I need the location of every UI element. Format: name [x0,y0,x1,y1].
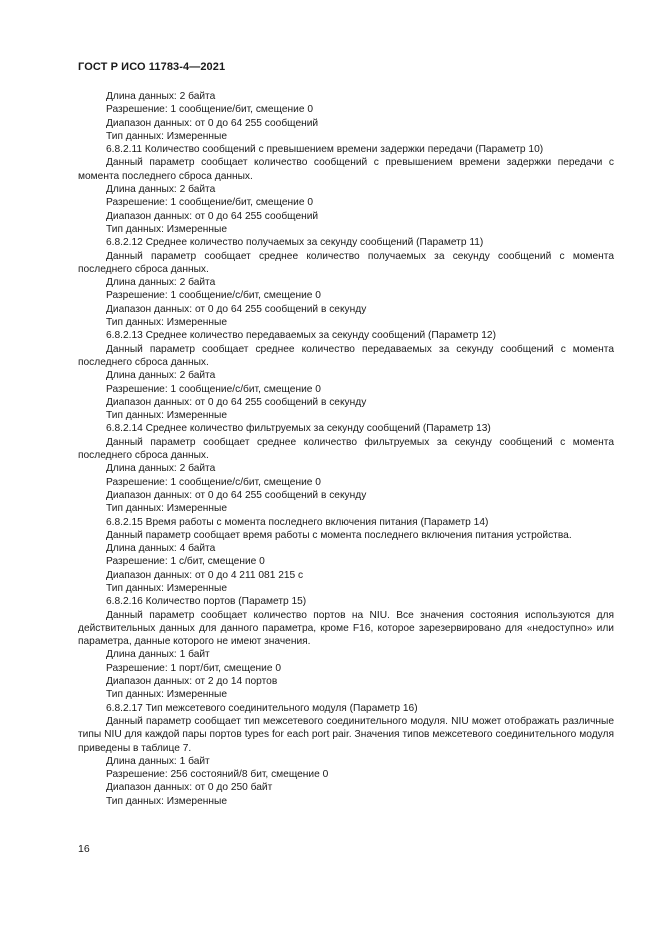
section-heading: 6.8.2.16 Количество портов (Параметр 15) [106,596,307,608]
body-line: Диапазон данных: от 0 до 250 байт [106,782,273,794]
body-paragraph: Данный параметр сообщает количество портов на NIU. Все значения состояния используются для действительных данных для данного параметра, кроме F16, которое зарезервировано для «недоступно» или параметра, данные которого не имеют значения. [78,609,614,648]
body-paragraph: Данный параметр сообщает среднее количество получаемых за секунду сообщений с момента последнего сброса данных. [78,250,614,275]
body-paragraph: Данный параметр сообщает количество сообщений с превышением времени задержки передачи с момента последнего сброса данных. [78,157,614,182]
body-line: Разрешение: 1 с/бит, смещение 0 [106,556,265,568]
body-line: Диапазон данных: от 0 до 64 255 сообщений в секунду [106,489,367,501]
section-heading: 6.8.2.12 Среднее количество получаемых за секунду сообщений (Параметр 11) [106,237,484,249]
body-line: Разрешение: 1 сообщение/с/бит, смещение 0 [106,476,321,488]
body-line: Разрешение: 1 сообщение/бит, смещение 0 [106,104,314,116]
body-line: Длина данных: 2 байта [106,184,216,196]
body-line: Длина данных: 1 байт [106,649,210,661]
section-heading: 6.8.2.11 Количество сообщений с превышением времени задержки передачи (Параметр 10) [106,144,544,156]
body-line: Длина данных: 1 байт [106,755,210,767]
body-line: Длина данных: 2 байта [106,370,216,382]
body-line: Тип данных: Измеренные [106,130,227,142]
body-line: Длина данных: 2 байта [106,277,216,289]
body-line: Разрешение: 1 сообщение/с/бит, смещение 0 [106,290,321,302]
body-line: Диапазон данных: от 0 до 64 255 сообщений в секунду [106,303,367,315]
body-paragraph: Данный параметр сообщает среднее количество передаваемых за секунду сообщений с момента последнего сброса данных. [78,343,614,368]
body-line: Диапазон данных: от 0 до 64 255 сообщений в секунду [106,396,367,408]
body-line: Диапазон данных: от 0 до 64 255 сообщений [106,210,319,222]
section-heading: 6.8.2.15 Время работы с момента последнего включения питания (Параметр 14) [106,516,489,528]
body-line: Тип данных: Измеренные [106,689,227,701]
body-line: Разрешение: 256 состояний/8 бит, смещение 0 [106,769,329,781]
body-line: Длина данных: 4 байта [106,543,216,555]
body-line: Тип данных: Измеренные [106,503,227,515]
body-line: Тип данных: Измеренные [106,410,227,422]
body-line: Диапазон данных: от 2 до 14 портов [106,676,278,688]
body-line: Тип данных: Измеренные [106,582,227,594]
body-line: Диапазон данных: от 0 до 64 255 сообщений [106,117,319,129]
document-header: ГОСТ Р ИСО 11783-4—2021 [78,61,226,73]
body-line: Тип данных: Измеренные [106,223,227,235]
document-body [78,90,614,808]
section-heading: 6.8.2.17 Тип межсетевого соединительного модуля (Параметр 16) [106,702,418,714]
body-paragraph: Данный параметр сообщает время работы с момента последнего включения питания устройства. [106,529,572,541]
body-line: Диапазон данных: от 0 до 4 211 081 215 с [106,569,304,581]
body-line: Тип данных: Измеренные [106,795,227,807]
body-line: Разрешение: 1 сообщение/с/бит, смещение 0 [106,383,321,395]
section-heading: 6.8.2.13 Среднее количество передаваемых за секунду сообщений (Параметр 12) [106,330,496,342]
section-heading: 6.8.2.14 Среднее количество фильтруемых за секунду сообщений (Параметр 13) [106,423,491,435]
body-line: Разрешение: 1 порт/бит, смещение 0 [106,662,282,674]
body-paragraph: Данный параметр сообщает тип межсетевого соединительного модуля. NIU может отображать различные типы NIU для каждой пары портов types for each port pair. Значения типов межсетевого соединительного модуля приведены в таблице 7. [78,715,614,754]
body-line: Разрешение: 1 сообщение/бит, смещение 0 [106,197,314,209]
page-number: 16 [78,843,90,855]
body-paragraph: Данный параметр сообщает среднее количество фильтруемых за секунду сообщений с момента последнего сброса данных. [78,436,614,462]
body-line: Длина данных: 2 байта [106,463,216,475]
body-line: Длина данных: 2 байта [106,91,216,102]
body-line: Тип данных: Измеренные [106,317,227,329]
